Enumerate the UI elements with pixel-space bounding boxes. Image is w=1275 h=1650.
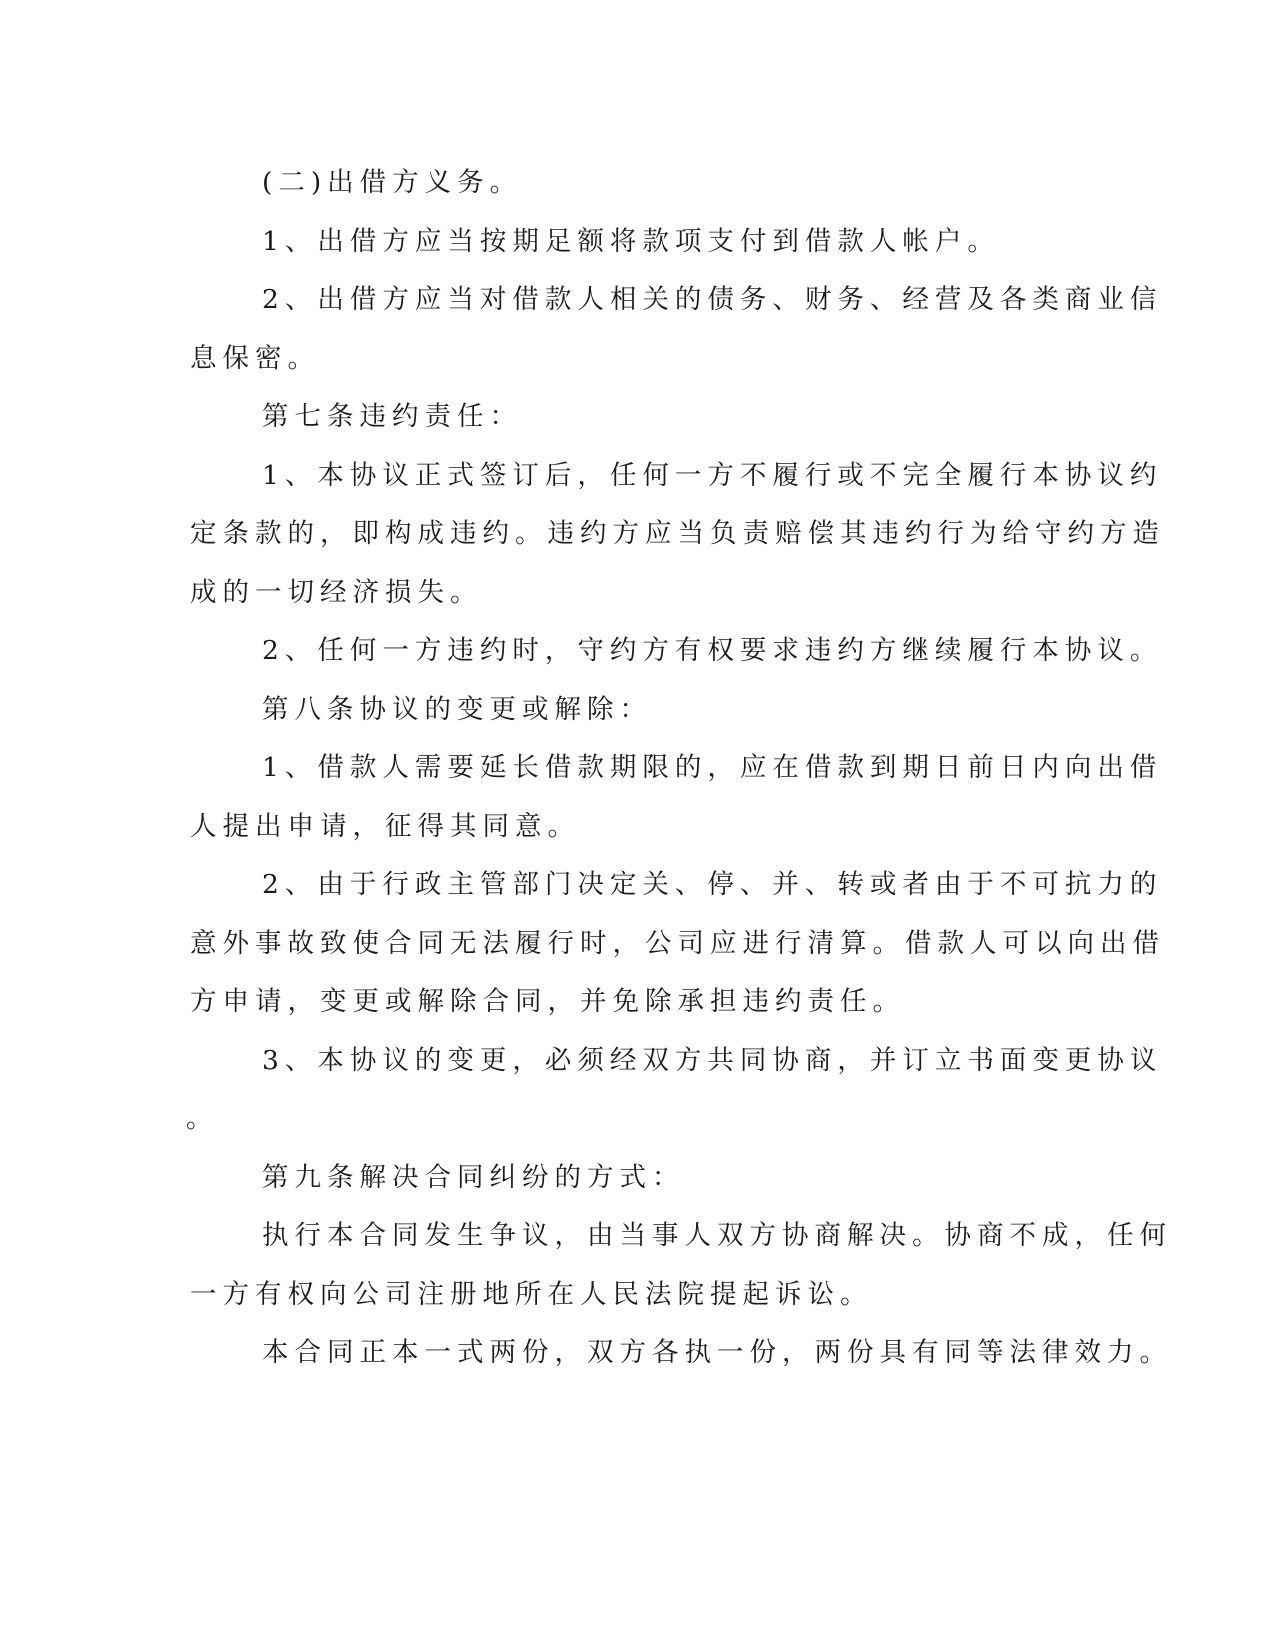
paragraph-line: 1、出借方应当按期足额将款项支付到借款人帐户。 (262, 226, 1000, 257)
article-heading-amendment: 第八条协议的变更或解除： (262, 694, 652, 725)
article-heading-breach: 第七条违约责任： (262, 401, 522, 432)
paragraph-line: 成的一切经济损失。 (190, 577, 483, 608)
paragraph-line: 方申请，变更或解除合同，并免除承担违约责任。 (190, 986, 905, 1017)
paragraph-line: 2、出借方应当对借款人相关的债务、财务、经营及各类商业信 (262, 284, 1163, 315)
paragraph-line: 3、本协议的变更，必须经双方共同协商，并订立书面变更协议 (262, 1045, 1163, 1076)
paragraph-line: 一方有权向公司注册地所在人民法院提起诉讼。 (190, 1279, 873, 1310)
paragraph-line: 1、借款人需要延长借款期限的，应在借款到期日前日内向出借 (262, 752, 1163, 783)
paragraph-line: 本合同正本一式两份，双方各执一份，两份具有同等法律效力。 (262, 1337, 1172, 1368)
article-heading-dispute: 第九条解决合同纠纷的方式： (262, 1162, 685, 1193)
paragraph-line: 人提出申请，征得其同意。 (190, 811, 580, 842)
paragraph-line: 定条款的，即构成违约。违约方应当负责赔偿其违约行为给守约方造 (190, 518, 1165, 549)
paragraph-line: 执行本合同发生争议，由当事人双方协商解决。协商不成，任何 (262, 1220, 1172, 1251)
paragraph-line: 2、任何一方违约时，守约方有权要求违约方继续履行本协议。 (262, 635, 1163, 666)
paragraph-line: 2、由于行政主管部门决定关、停、并、转或者由于不可抗力的 (262, 869, 1163, 900)
paragraph-line: 意外事故致使合同无法履行时，公司应进行清算。借款人可以向出借 (190, 928, 1165, 959)
section-heading-lender-obligations: (二)出借方义务。 (262, 167, 523, 198)
paragraph-line: 1、本协议正式签订后，任何一方不履行或不完全履行本协议约 (262, 460, 1163, 491)
paragraph-line: 。 (186, 1103, 219, 1134)
paragraph-line: 息保密。 (190, 343, 320, 374)
